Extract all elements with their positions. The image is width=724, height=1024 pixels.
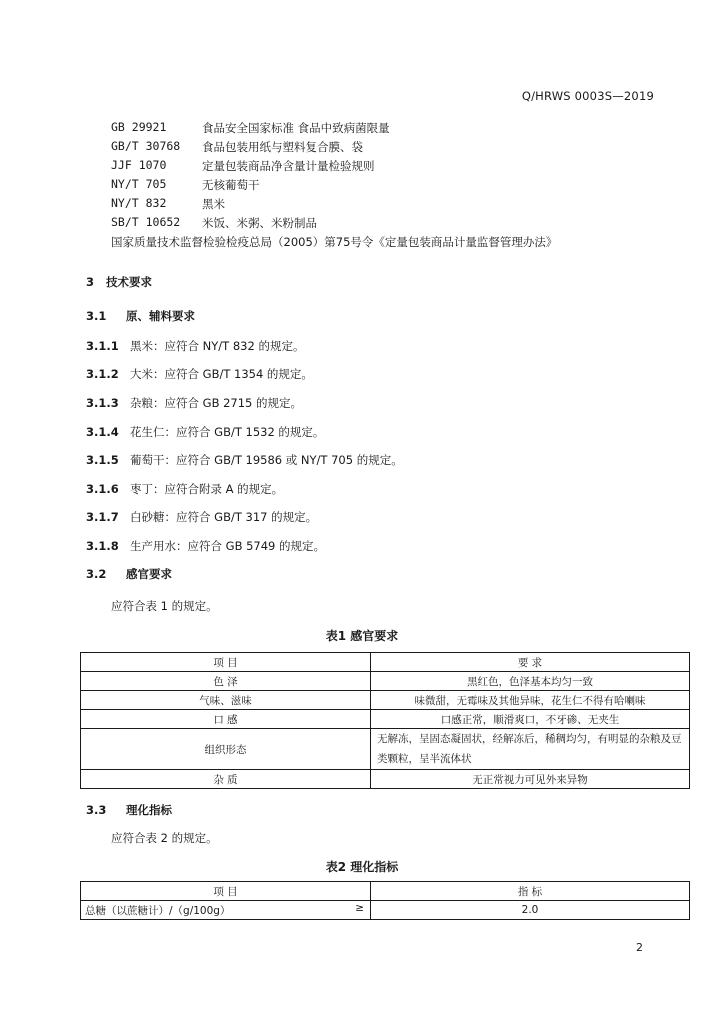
section-title: 技术要求 — [106, 275, 152, 289]
section-title: 理化指标 — [126, 803, 172, 817]
table-cell: 无正常视力可见外来异物 — [371, 770, 690, 789]
reference-title: 定量包装商品净含量计量检验规则 — [202, 159, 375, 173]
clause-number: 3.1.5 — [86, 453, 119, 467]
section-number: 3 — [86, 275, 95, 289]
section-number: 3.3 — [86, 803, 107, 817]
clause-3-1-2 — [86, 366, 313, 382]
table-cell: 黑红色，色泽基本均匀一致 — [371, 672, 690, 691]
table-2-caption: 表2 理化指标 — [325, 860, 399, 874]
table-cell: 气味、滋味 — [81, 691, 371, 710]
reference-code: NY/T 705 — [111, 177, 167, 191]
reference-title: 米饭、米粥、米粉制品 — [202, 216, 317, 230]
clause-text: 生产用水：应符合 GB 5749 的规定。 — [130, 539, 326, 553]
document-id: Q/HRWS 0003S—2019 — [521, 89, 654, 103]
clause-text: 枣丁：应符合附录 A 的规定。 — [130, 482, 284, 496]
table-cell: 色 泽 — [81, 672, 371, 691]
clause-number: 3.1.4 — [86, 425, 119, 439]
section-heading-3 — [86, 274, 152, 290]
reference-code: JJF 1070 — [111, 158, 167, 172]
clause-3-1-4 — [86, 424, 324, 440]
clause-number: 3.1.3 — [86, 396, 119, 410]
reference-title: 食品安全国家标准 食品中致病菌限量 — [202, 121, 390, 135]
reference-title: 黑米 — [202, 197, 225, 211]
page-number: 2 — [636, 941, 643, 954]
reference-code: GB/T 30768 — [111, 139, 181, 153]
reference-code: GB 29921 — [111, 120, 167, 134]
clause-number: 3.1.6 — [86, 482, 119, 496]
table-row — [81, 729, 690, 770]
table-row — [81, 691, 690, 710]
section-number: 3.2 — [86, 567, 107, 581]
clause-3-1-7 — [86, 509, 317, 525]
table-cell: 组织形态 — [81, 729, 371, 770]
column-header: 指 标 — [371, 882, 690, 901]
table-header-row — [81, 653, 690, 672]
clause-3-1-3 — [86, 395, 302, 411]
table-row — [81, 901, 690, 920]
section-heading-3-3 — [86, 802, 172, 818]
index-name: 总糖（以蔗糖计）/（g/100g） — [85, 904, 231, 917]
clause-text: 花生仁：应符合 GB/T 1532 的规定。 — [130, 425, 325, 439]
clause-3-1-8 — [86, 538, 325, 554]
section-heading-3-1 — [86, 308, 195, 324]
section-title: 感官要求 — [126, 567, 172, 581]
clause-text: 黑米：应符合 NY/T 832 的规定。 — [130, 339, 305, 353]
clause-3-1-5 — [86, 452, 403, 468]
table-cell: 杂 质 — [81, 770, 371, 789]
table-1-caption: 表1 感官要求 — [325, 629, 399, 643]
reference-regulation: 国家质量技术监督检验检疫总局（2005）第75号令《定量包装商品计量监督管理办法》 — [111, 235, 558, 249]
table-header-row — [81, 882, 690, 901]
clause-3-1-6 — [86, 481, 283, 497]
clause-number: 3.1.8 — [86, 539, 119, 553]
section-number: 3.1 — [86, 309, 107, 323]
table-cell: 味微甜，无霉味及其他异味，花生仁不得有哈喇味 — [371, 691, 690, 710]
section-heading-3-2 — [86, 566, 172, 582]
table-cell: 口 感 — [81, 710, 371, 729]
paragraph: 应符合表 1 的规定。 — [111, 599, 218, 613]
reference-code: SB/T 10652 — [111, 215, 181, 229]
physicochemical-index-table — [80, 881, 690, 920]
table-cell: 无解冻，呈固态凝固状，经解冻后，稀稠均匀，有明显的杂粮及豆类颗粒，呈半流体状 — [371, 729, 690, 770]
clause-3-1-1 — [86, 338, 304, 354]
clause-number: 3.1.2 — [86, 367, 119, 381]
clause-text: 大米：应符合 GB/T 1354 的规定。 — [130, 367, 313, 381]
paragraph: 应符合表 2 的规定。 — [111, 831, 218, 845]
column-header: 项 目 — [81, 882, 371, 901]
table-row — [81, 710, 690, 729]
section-title: 原、辅料要求 — [126, 309, 195, 323]
reference-title: 食品包装用纸与塑料复合膜、袋 — [202, 140, 363, 154]
clause-text: 葡萄干：应符合 GB/T 19586 或 NY/T 705 的规定。 — [130, 453, 403, 467]
table-cell: 2.0 — [371, 901, 690, 920]
clause-text: 白砂糖：应符合 GB/T 317 的规定。 — [130, 510, 318, 524]
clause-text: 杂粮：应符合 GB 2715 的规定。 — [130, 396, 303, 410]
comparison-operator: ≥ — [355, 902, 364, 914]
table-row — [81, 770, 690, 789]
reference-code: NY/T 832 — [111, 196, 167, 210]
sensory-requirements-table — [80, 652, 690, 789]
table-cell: 口感正常，顺滑爽口，不牙碜、无夹生 — [371, 710, 690, 729]
table-row — [81, 672, 690, 691]
table-cell — [81, 901, 371, 920]
clause-number: 3.1.1 — [86, 339, 119, 353]
clause-number: 3.1.7 — [86, 510, 119, 524]
reference-title: 无核葡萄干 — [202, 178, 260, 192]
column-header: 项 目 — [81, 653, 371, 672]
column-header: 要 求 — [371, 653, 690, 672]
